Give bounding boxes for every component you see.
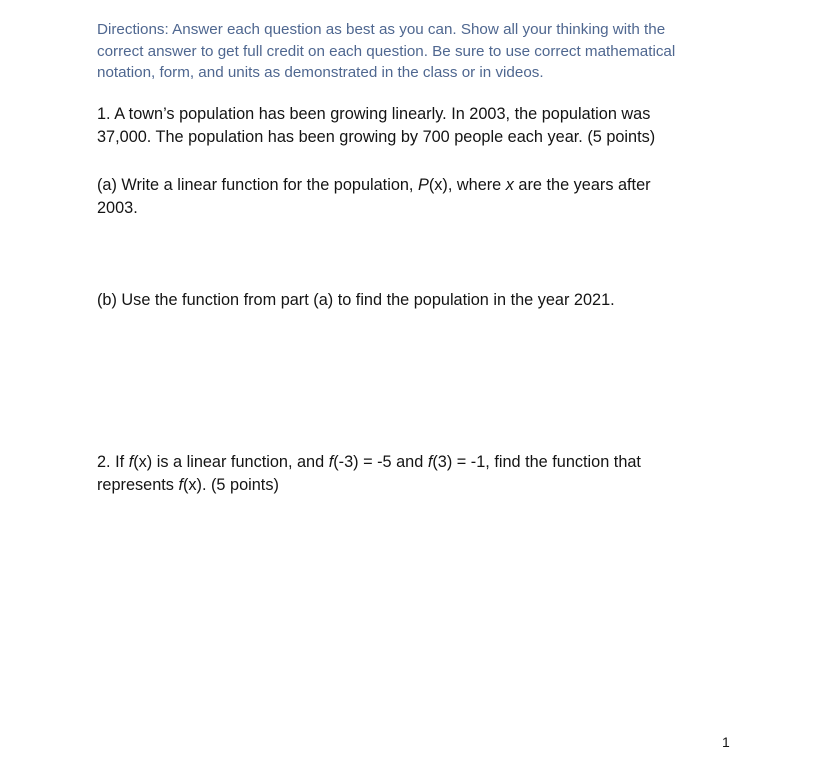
question-2 (97, 451, 737, 497)
question-1a-line (97, 174, 737, 197)
text-segment: (x). (5 points) (182, 476, 279, 494)
text-segment: (-3) = -5 and (333, 453, 428, 471)
text-segment: (3) = -1, find the function that (432, 453, 641, 471)
function-name: f (178, 476, 183, 494)
question-1a (97, 174, 737, 220)
text-segment: , where (447, 176, 506, 194)
question-1b-line: (b) Use the function from part (a) to find the population in the year 2021. (97, 291, 615, 309)
function-name: P (417, 176, 429, 194)
question-1-line: 37,000. The population has been growing by 700 people each year. (5 points) (97, 128, 656, 146)
directions-line: correct answer to get full credit on each question. Be sure to use correct mathematical (97, 42, 676, 60)
question-1b (97, 289, 737, 312)
text-segment: (x) is a linear function, and (133, 453, 329, 471)
text-segment: (x) (428, 176, 448, 194)
directions-block (97, 19, 737, 84)
function-name: f (128, 453, 134, 471)
text-segment: represents (97, 476, 179, 494)
question-1-line: 1. A town’s population has been growing linearly. In 2003, the population was (97, 105, 651, 123)
directions-line: Directions: Answer each question as best as you can. Show all your thinking with the (97, 21, 666, 38)
function-name: f (328, 453, 334, 471)
page-number: 1 (722, 734, 730, 750)
text-segment: 2. If (97, 453, 129, 471)
question-2-line (97, 451, 737, 474)
question-1a-line: 2003. (97, 199, 138, 217)
function-name: f (427, 453, 433, 471)
text-segment: (a) Write a linear function for the population, (97, 176, 418, 194)
text-segment: are the years after (513, 176, 651, 194)
question-1 (97, 103, 737, 149)
directions-line: notation, form, and units as demonstrated in the class or in videos. (97, 64, 544, 81)
variable-name: x (505, 176, 514, 194)
question-2-line (97, 474, 737, 497)
